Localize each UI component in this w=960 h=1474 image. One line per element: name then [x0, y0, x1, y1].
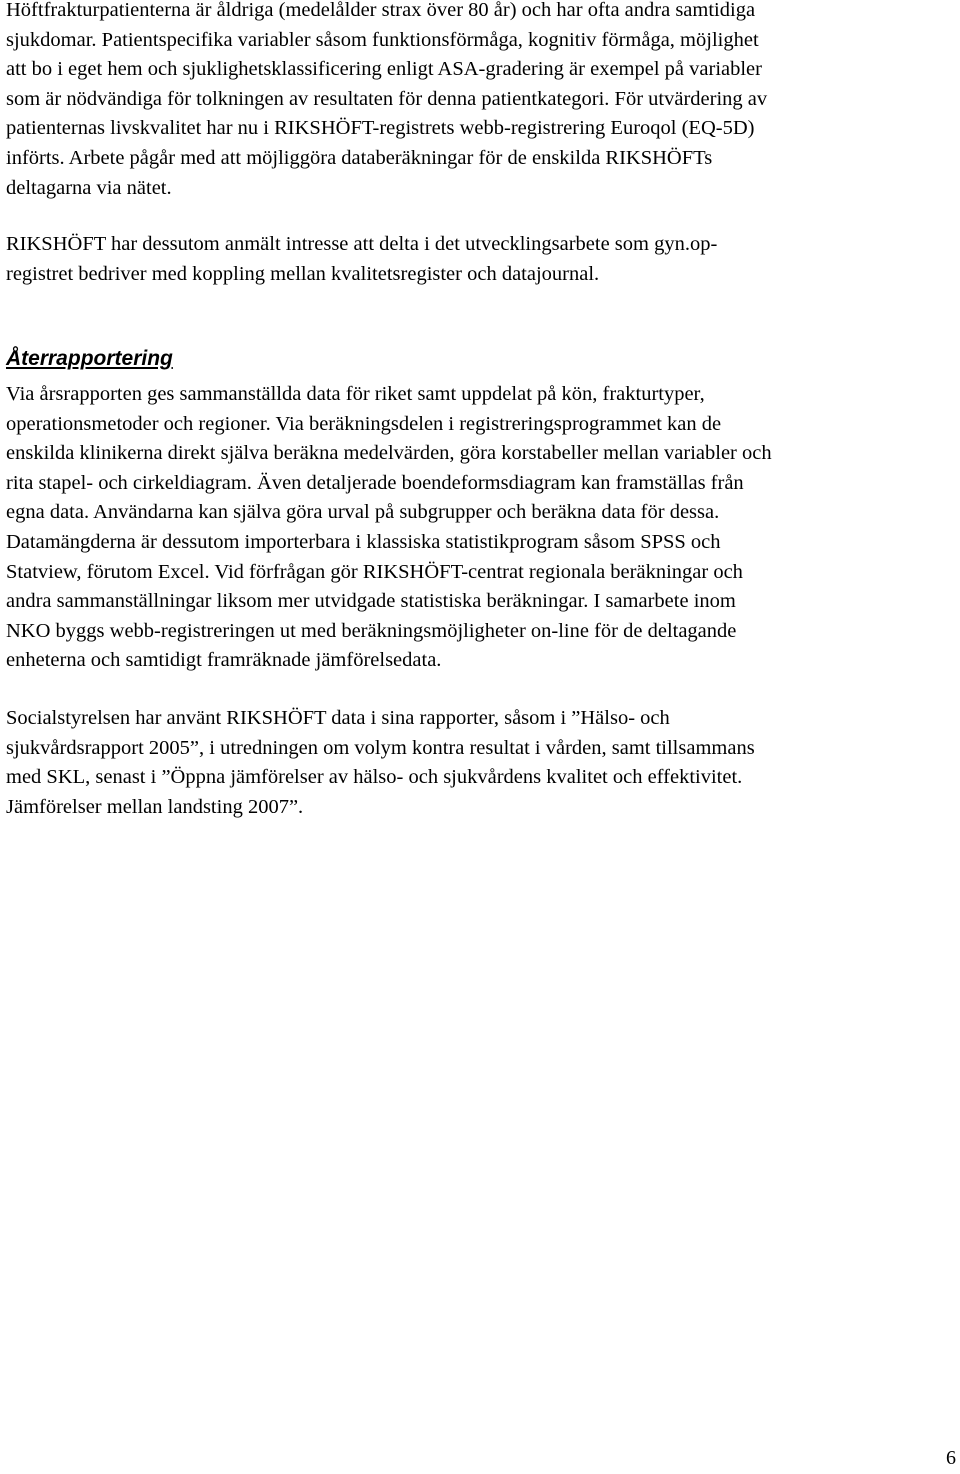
text-line: som är nödvändiga för tolkningen av resultaten för denna patientkategori. För utvärdering av [6, 87, 768, 110]
paragraph-reporting [6, 380, 772, 676]
text-line: rita stapel- och cirkeldiagram. Även detaljerade boendeformsdiagram kan framställas från [6, 471, 744, 494]
text-line: Via årsrapporten ges sammanställda data för riket samt uppdelat på kön, frakturtyper, [6, 383, 705, 405]
text-line: med SKL, senast i ”Öppna jämförelser av hälso- och sjukvårdens kvalitet och effektivitet. [6, 766, 743, 789]
text-line: Datamängderna är dessutom importerbara i klassiska statistikprogram såsom SPSS och [6, 530, 721, 553]
text-line: Statview, förutom Excel. Vid förfrågan gör RIKSHÖFT-centrat regionala beräkningar och [6, 560, 743, 583]
text-line: Jämförelser mellan landsting 2007”. [6, 795, 304, 818]
text-line: patienternas livskvalitet har nu i RIKSHÖFT-registrets webb-registrering Euroqol (EQ-5D) [6, 117, 755, 140]
text-line: enskilda klinikerna direkt själva beräkna medelvärden, göra korstabeller mellan variabler och [6, 442, 772, 465]
text-line: andra sammanställningar liksom mer utvidgade statistiska beräkningar. I samarbete inom [6, 590, 736, 613]
text-line: operationsmetoder och regioner. Via beräkningsdelen i registreringsprogrammet kan de [6, 412, 722, 435]
section-heading-aterrapportering: Återrapportering [6, 347, 173, 370]
paragraph-socialstyrelsen [6, 704, 755, 822]
text-line: Socialstyrelsen har använt RIKSHÖFT data i sina rapporter, såsom i ”Hälso- och [6, 707, 670, 729]
page-number: 6 [946, 1447, 956, 1469]
text-line: sjukdomar. Patientspecifika variabler såsom funktionsförmåga, kognitiv förmåga, möjlighet [6, 28, 759, 51]
text-line: Höftfrakturpatienterna är åldriga (medelålder strax över 80 år) och har ofta andra samtidiga [6, 0, 756, 21]
paragraph-gyn-op-registry [6, 230, 717, 289]
text-line: enheterna och samtidigt framräknade jämförelsedata. [6, 649, 442, 672]
text-line: registret bedriver med koppling mellan kvalitetsregister och datajournal. [6, 262, 600, 285]
paragraph-patient-variables [6, 0, 767, 203]
text-line: införts. Arbete pågår med att möjliggöra databeräkningar för de enskilda RIKSHÖFTs [6, 146, 713, 169]
text-line: sjukvårdsrapport 2005”, i utredningen om volym kontra resultat i vården, samt tillsammans [6, 736, 755, 759]
text-line: NKO byggs webb-registreringen ut med beräkningsmöjligheter on-line för de deltagande [6, 619, 737, 642]
text-line: egna data. Användarna kan själva göra urval på subgrupper och beräkna data för dessa. [6, 501, 720, 524]
text-line: deltagarna via nätet. [6, 176, 172, 199]
text-line: RIKSHÖFT har dessutom anmält intresse att delta i det utvecklingsarbete som gyn.op- [6, 233, 718, 255]
text-line: att bo i eget hem och sjuklighetsklassificering enligt ASA-gradering är exempel på variabler [6, 58, 762, 81]
